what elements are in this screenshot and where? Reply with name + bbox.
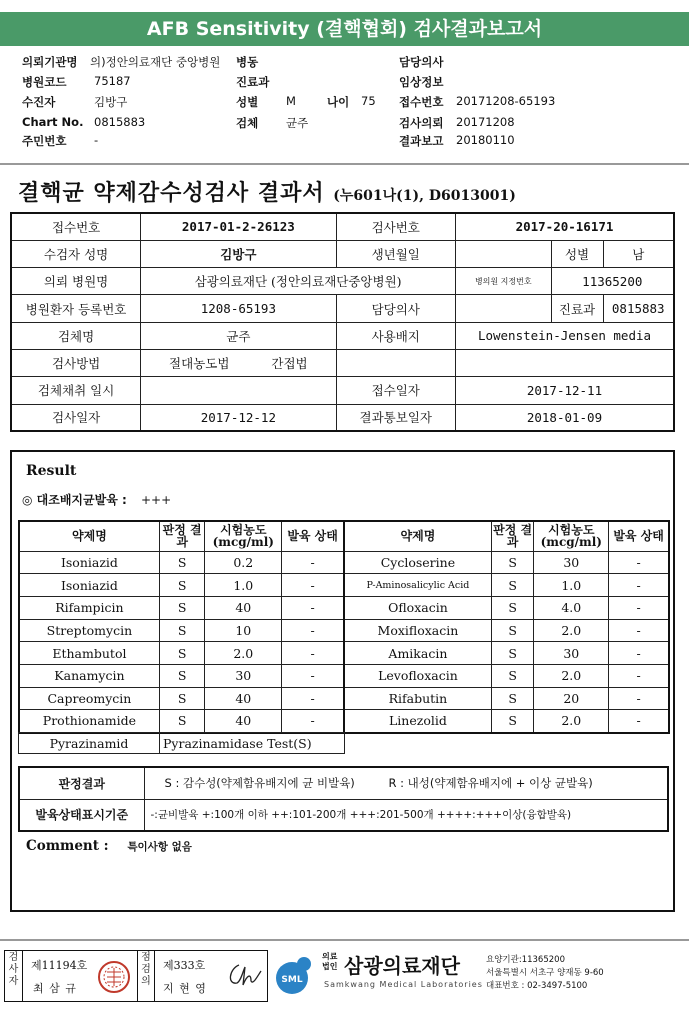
chart-label: Chart No. <box>22 115 84 129</box>
signature-box <box>4 950 268 1002</box>
signature-icon <box>223 961 263 991</box>
drug-growth-cell: - <box>282 551 344 574</box>
drug-drug-cell: Capreomycin <box>19 687 159 710</box>
patient-table <box>10 212 675 432</box>
chart-value: 0815883 <box>94 115 146 129</box>
drug-growth-cell: - <box>282 687 344 710</box>
addr-line-1: 요양기관:11365200 <box>486 955 565 965</box>
drug-judge-cell: S <box>159 574 205 597</box>
test-date-label: 검사일자 <box>11 404 141 431</box>
org-label: 의뢰기관명 <box>22 55 78 69</box>
ward-label: 병동 <box>236 55 259 69</box>
drug-judge-cell: S <box>491 574 534 597</box>
drug-row <box>344 574 669 597</box>
sex-label: 성별 <box>236 95 259 109</box>
pathologist-id: 제333호 <box>163 959 206 972</box>
examiner-name: 최 삼 규 <box>33 982 77 995</box>
specimen-label-cell: 검체명 <box>11 322 141 349</box>
col-conc-right: 시험농도 (mcg/ml) <box>534 521 609 551</box>
legend-table <box>18 766 669 832</box>
drug-row <box>344 687 669 710</box>
organization-info <box>322 950 688 1002</box>
drug-drug-cell: Amikacin <box>344 642 491 665</box>
drug-conc-cell: 40 <box>205 710 282 733</box>
name-label: 수검자 성명 <box>11 240 141 267</box>
hosp-no-value: 11365200 <box>551 268 674 295</box>
drug-judge-cell: S <box>159 551 205 574</box>
receipt-value: 20171208-65193 <box>456 94 556 108</box>
hosp-code-label: 병원코드 <box>22 75 67 89</box>
drug-drug-cell: Levofloxacin <box>344 664 491 687</box>
report-title-code: (누601나(1), D6013001) <box>333 188 516 204</box>
drug-judge-cell: S <box>159 710 205 733</box>
pyra-value: Pyrazinamidase Test(S) <box>160 733 345 754</box>
examiner-seal-icon <box>97 960 131 994</box>
report-value: 20180110 <box>456 133 515 147</box>
drug-row <box>19 574 344 597</box>
receipt-date: 2017-12-11 <box>455 377 674 404</box>
drug-drug-cell: Ethambutol <box>19 642 159 665</box>
method-label: 검사방법 <box>11 349 141 376</box>
drug-conc-cell: 30 <box>205 664 282 687</box>
patient-value: 김방구 <box>94 95 128 109</box>
col-growth: 발육 상태 <box>282 521 344 551</box>
control-label: ◎ 대조배지균발육 : <box>22 493 127 507</box>
drug-growth-cell: - <box>609 619 669 642</box>
rrn-value: - <box>94 133 99 147</box>
report-label: 결과보고 <box>399 134 444 148</box>
judge-legend <box>144 767 668 799</box>
drug-drug-cell: Isoniazid <box>19 551 159 574</box>
rrn-label: 주민번호 <box>22 134 67 148</box>
drug-judge-cell: S <box>159 664 205 687</box>
test-no-label: 검사번호 <box>336 213 455 240</box>
drug-drug-cell: Rifabutin <box>344 687 491 710</box>
comment <box>26 838 192 854</box>
growth-legend-label: 발육상태표시기준 <box>19 799 144 831</box>
report-title <box>18 176 516 207</box>
drug-growth-cell: - <box>282 642 344 665</box>
hospital-value: 삼광의료재단 (정안의료재단중앙병원) <box>141 268 456 295</box>
drug-drug-cell: Streptomycin <box>19 619 159 642</box>
drug-growth-cell: - <box>609 710 669 733</box>
drug-row <box>344 596 669 619</box>
drug-conc-cell: 20 <box>534 687 609 710</box>
dept-label-cell: 진료과 <box>551 295 603 322</box>
drug-judge-cell: S <box>159 596 205 619</box>
clinical-label: 임상정보 <box>399 75 444 89</box>
drug-drug-cell: Ofloxacin <box>344 596 491 619</box>
drug-row <box>344 642 669 665</box>
request-value: 20171208 <box>456 115 515 129</box>
collect-label: 검체채취 일시 <box>11 377 141 404</box>
examiner-label: 검사자 <box>5 951 23 1001</box>
requester-info <box>22 54 682 154</box>
sex-value: M <box>286 94 296 108</box>
drug-judge-cell: S <box>491 551 534 574</box>
drug-row <box>19 710 344 733</box>
separator <box>0 163 689 165</box>
drug-judge-cell: S <box>491 710 534 733</box>
drug-conc-cell: 2.0 <box>534 619 609 642</box>
drug-conc-cell: 2.0 <box>534 664 609 687</box>
drug-drug-cell: Linezolid <box>344 710 491 733</box>
drug-judge-cell: S <box>491 664 534 687</box>
sex-label-cell: 성별 <box>551 240 603 267</box>
col-growth-right: 발육 상태 <box>609 521 669 551</box>
request-label: 검사의뢰 <box>399 116 444 130</box>
drug-conc-cell: 4.0 <box>534 596 609 619</box>
hosp-no-label: 병의원 지정번호 <box>455 268 551 295</box>
patient-name: 김방구 <box>141 240 336 267</box>
drug-conc-cell: 30 <box>534 551 609 574</box>
drug-drug-cell: Moxifloxacin <box>344 619 491 642</box>
drug-row <box>19 551 344 574</box>
age-label: 나이 <box>327 95 350 109</box>
method-2: 간접법 <box>271 356 308 372</box>
judge-legend-s: S : 감수성(약제함유배지에 균 비발육) <box>164 776 355 791</box>
drug-judge-cell: S <box>491 619 534 642</box>
drug-row <box>344 551 669 574</box>
drug-conc-cell: 1.0 <box>534 574 609 597</box>
report-title-text: 결핵균 약제감수성검사 결과서 <box>18 180 325 206</box>
method-1: 절대농도법 <box>169 356 230 372</box>
drug-row <box>19 619 344 642</box>
age-value: 75 <box>361 94 376 108</box>
sex-value-cell: 남 <box>603 240 674 267</box>
col-drug-right: 약제명 <box>344 521 491 551</box>
col-judge-right: 판정 결과 <box>491 521 534 551</box>
receipt-no: 2017-01-2-26123 <box>141 213 336 240</box>
media-label: 사용배지 <box>336 322 455 349</box>
method-value <box>141 349 336 376</box>
drug-conc-cell: 40 <box>205 596 282 619</box>
patient-label: 수진자 <box>22 95 56 109</box>
receipt-label: 접수번호 <box>399 95 444 109</box>
drug-drug-cell: Rifampicin <box>19 596 159 619</box>
hosp-code-value: 75187 <box>94 74 131 88</box>
receipt-date-label: 접수일자 <box>336 377 455 404</box>
dept-label: 진료과 <box>236 75 270 89</box>
control-value: +++ <box>140 493 172 507</box>
drug-row <box>19 642 344 665</box>
drug-growth-cell: - <box>609 664 669 687</box>
drug-row <box>344 664 669 687</box>
drug-growth-cell: - <box>282 619 344 642</box>
drug-drug-cell: Cycloserine <box>344 551 491 574</box>
test-no: 2017-20-16171 <box>455 213 674 240</box>
drug-drug-cell: Kanamycin <box>19 664 159 687</box>
org-prefix: 의료법인 <box>322 952 338 971</box>
drug-growth-cell: - <box>282 596 344 619</box>
doctor-label: 담당의사 <box>399 55 444 69</box>
sml-logo-icon <box>270 950 320 1000</box>
specimen-value-cell: 균주 <box>141 322 336 349</box>
reg-label: 병원환자 등록번호 <box>11 295 141 322</box>
col-drug: 약제명 <box>19 521 159 551</box>
comment-label: Comment : <box>26 838 109 854</box>
drug-row <box>19 596 344 619</box>
result-title: Result <box>26 463 77 479</box>
judge-legend-label: 판정결과 <box>19 767 144 799</box>
footer-separator <box>0 939 689 941</box>
drug-conc-cell: 10 <box>205 619 282 642</box>
drug-row <box>19 687 344 710</box>
drug-judge-cell: S <box>491 596 534 619</box>
col-conc: 시험농도 (mcg/ml) <box>205 521 282 551</box>
judge-legend-r: R : 내성(약제함유배지에 + 이상 균발육) <box>388 776 593 791</box>
examiner-id: 제11194호 <box>31 959 88 972</box>
pathologist-name: 지 현 영 <box>163 982 207 995</box>
drug-drug-cell: Prothionamide <box>19 710 159 733</box>
drug-conc-cell: 0.2 <box>205 551 282 574</box>
col-judge: 판정 결과 <box>159 521 205 551</box>
test-date: 2017-12-12 <box>141 404 336 431</box>
comment-value: 특이사항 없음 <box>127 841 192 853</box>
media-value: Lowenstein-Jensen media <box>455 322 674 349</box>
doc-value <box>455 295 551 322</box>
growth-legend: -:균비발육 +:100개 이하 ++:101-200개 +++:201-500개 ++++:+++이상(융합발육) <box>144 799 668 831</box>
org-eng: Samkwang Medical Laboratories <box>324 980 483 989</box>
pyra-drug: Pyrazinamid <box>19 733 160 754</box>
drug-growth-cell: - <box>609 596 669 619</box>
drug-judge-cell: S <box>491 642 534 665</box>
pathologist-label: 점검의 <box>137 951 155 1001</box>
drug-growth-cell: - <box>609 574 669 597</box>
drug-growth-cell: - <box>282 574 344 597</box>
drug-row <box>344 710 669 733</box>
result-section <box>10 450 675 912</box>
drug-judge-cell: S <box>159 642 205 665</box>
org-address <box>486 954 604 993</box>
drug-table-right <box>343 520 670 734</box>
drug-conc-cell: 1.0 <box>205 574 282 597</box>
doc-label: 담당의사 <box>336 295 455 322</box>
drug-conc-cell: 2.0 <box>205 642 282 665</box>
drug-judge-cell: S <box>491 687 534 710</box>
addr-line-3: 대표번호 : 02-3497-5100 <box>486 981 588 991</box>
drug-row <box>19 664 344 687</box>
dob-label: 생년월일 <box>336 240 455 267</box>
drug-table-left <box>18 520 345 734</box>
dob-value <box>455 240 551 267</box>
dept-value-cell: 0815883 <box>603 295 674 322</box>
report-header-title: AFB Sensitivity (결핵협회) 검사결과보고서 <box>0 12 689 46</box>
hospital-label: 의뢰 병원명 <box>11 268 141 295</box>
notify-label: 결과통보일자 <box>336 404 455 431</box>
drug-growth-cell: - <box>609 551 669 574</box>
org-value: 의)정안의료재단 중앙병원 <box>90 55 221 69</box>
pyrazinamid-row <box>18 732 345 754</box>
logo-text: SML <box>281 975 303 985</box>
reg-no: 1208-65193 <box>141 295 336 322</box>
drug-judge-cell: S <box>159 687 205 710</box>
drug-growth-cell: - <box>282 664 344 687</box>
notify-date: 2018-01-09 <box>455 404 674 431</box>
drug-growth-cell: - <box>282 710 344 733</box>
drug-judge-cell: S <box>159 619 205 642</box>
drug-drug-cell: Isoniazid <box>19 574 159 597</box>
receipt-no-label: 접수번호 <box>11 213 141 240</box>
drug-conc-cell: 30 <box>534 642 609 665</box>
drug-conc-cell: 40 <box>205 687 282 710</box>
drug-growth-cell: - <box>609 687 669 710</box>
specimen-value: 균주 <box>286 116 309 130</box>
drug-conc-cell: 2.0 <box>534 710 609 733</box>
addr-line-2: 서울특별시 서초구 양재동 9-60 <box>486 968 604 978</box>
drug-growth-cell: - <box>609 642 669 665</box>
specimen-label: 검체 <box>236 116 259 130</box>
drug-row <box>344 619 669 642</box>
org-name: 삼광의료재단 <box>344 954 460 978</box>
collect-value <box>141 377 336 404</box>
control-growth <box>22 491 171 508</box>
drug-drug-cell: P-Aminosalicylic Acid <box>344 574 491 597</box>
